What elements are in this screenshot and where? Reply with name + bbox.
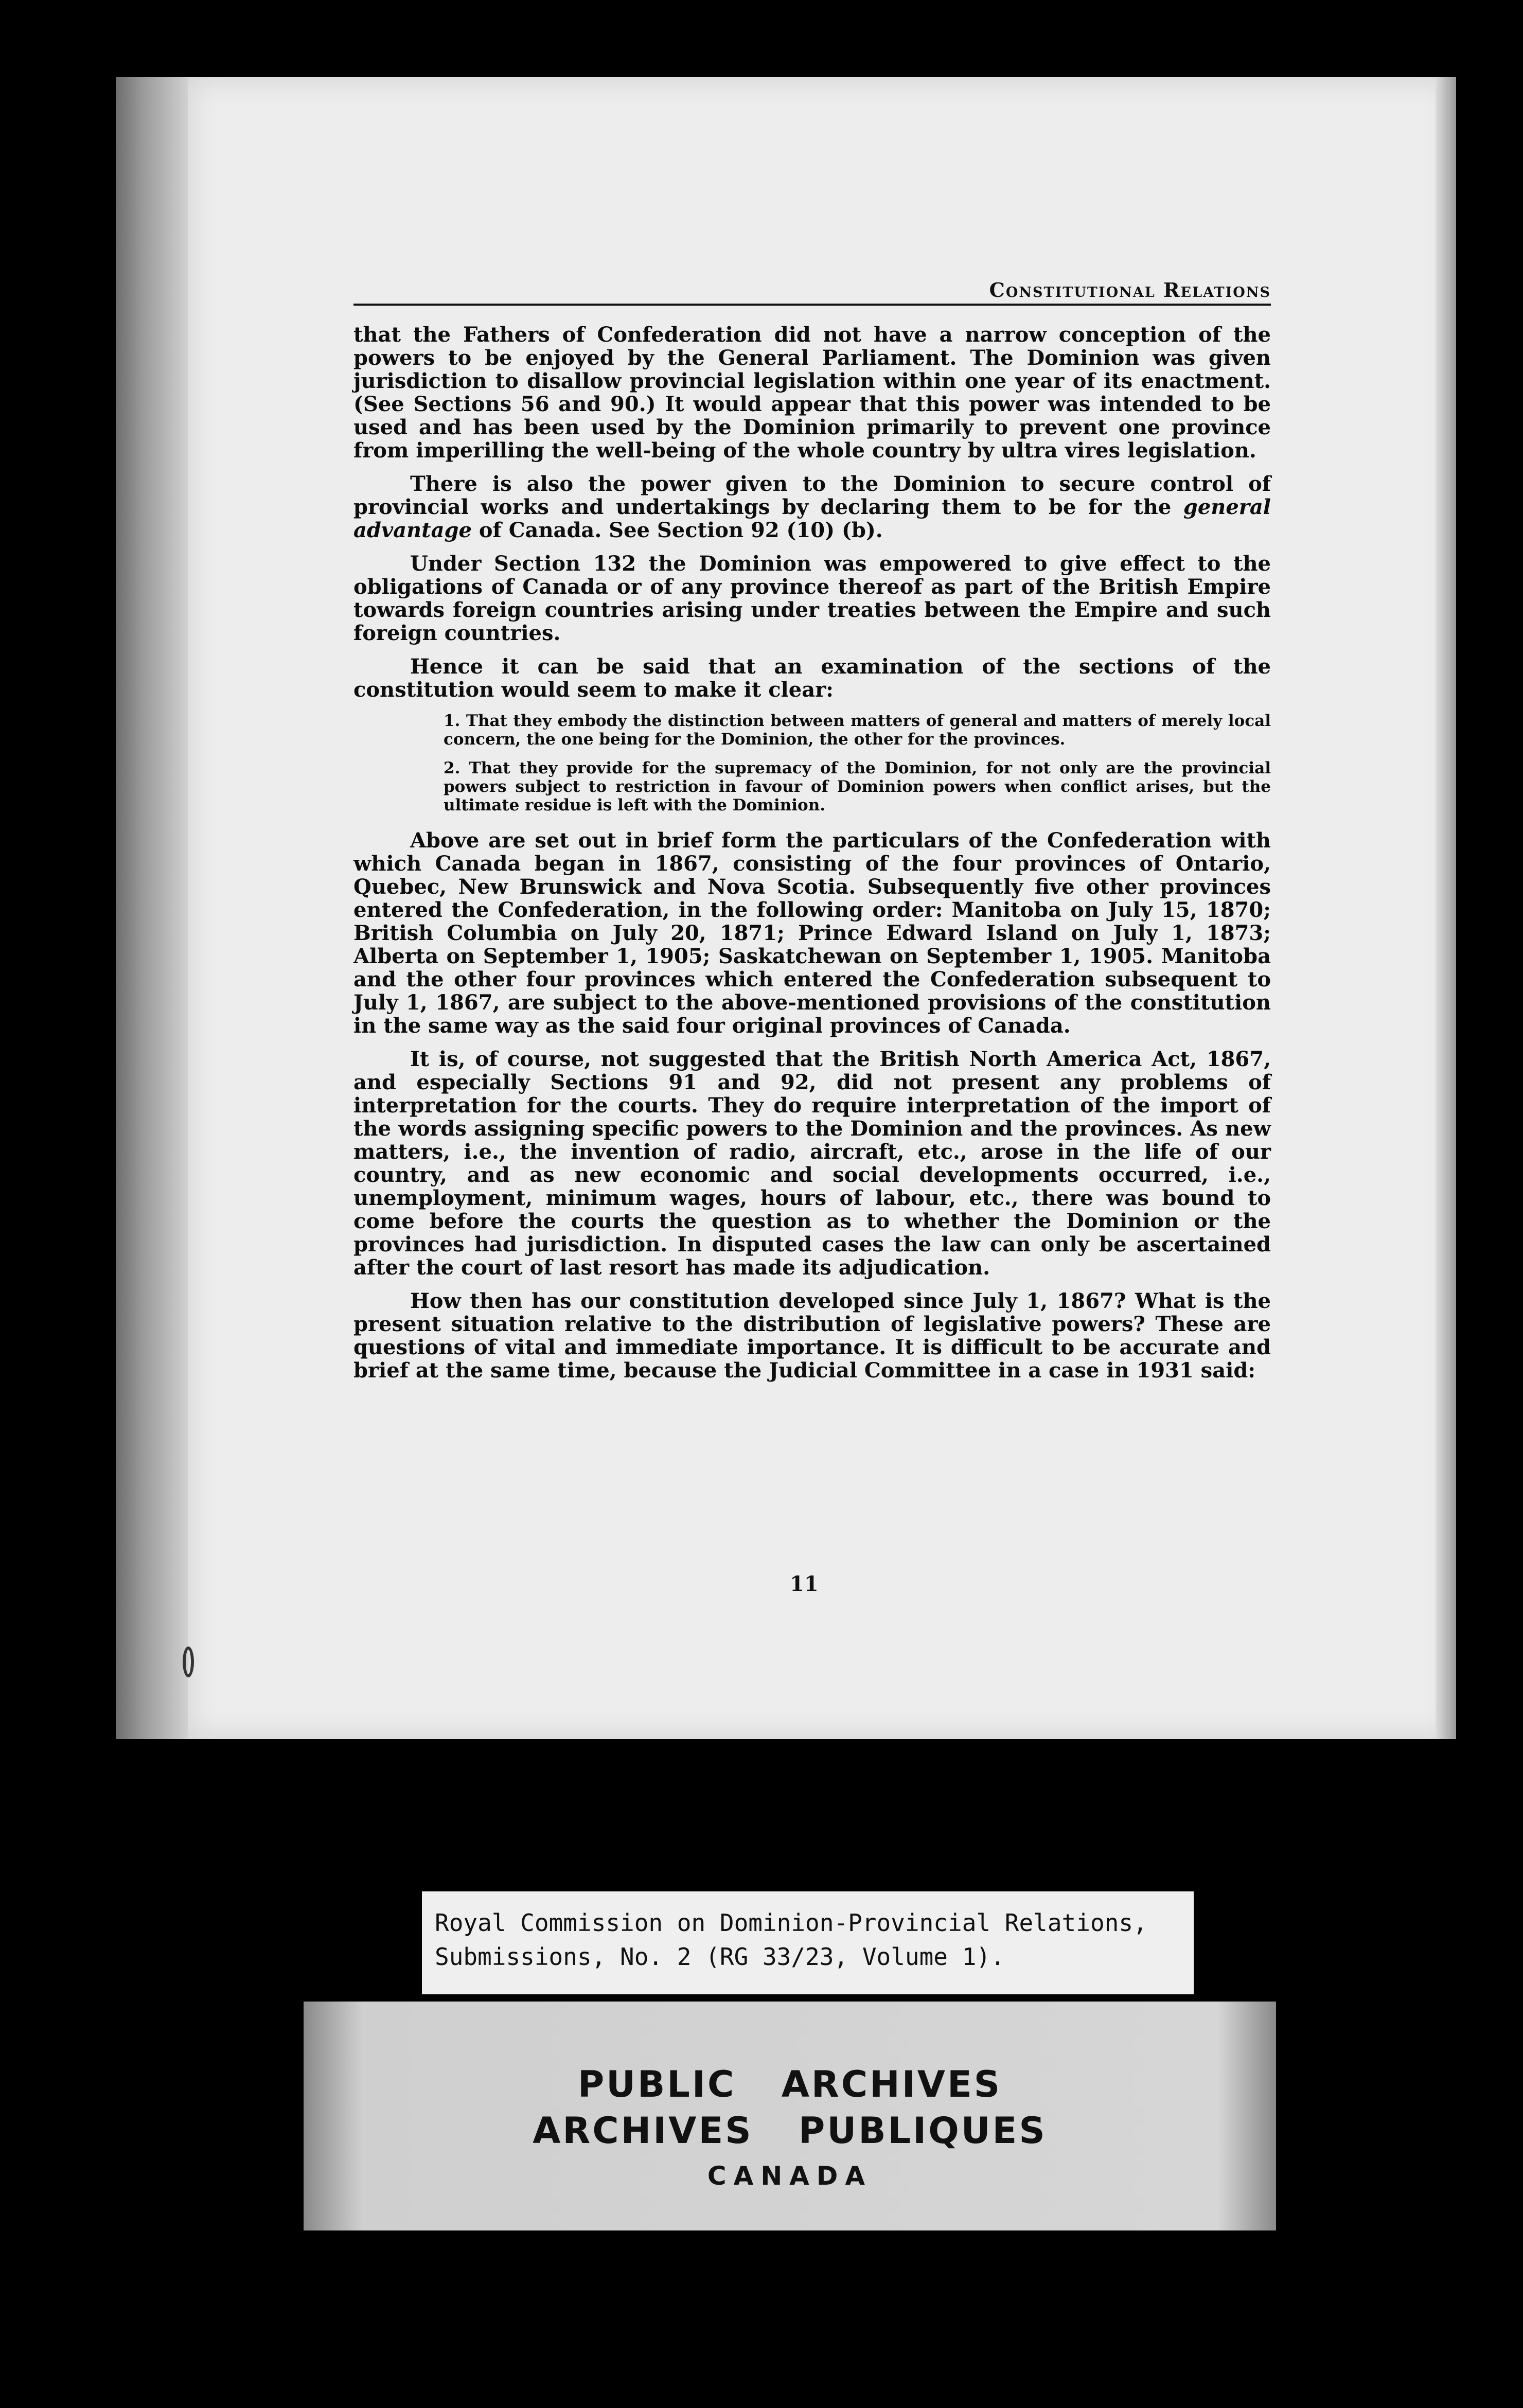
- paragraph-2-text-b: of Canada. See Section 92 (10) (b).: [471, 518, 883, 542]
- paragraph-1: that the Fathers of Confederation did not have a narrow conception of the powers to be enjoyed by the General Parliament. The Dominion was given jurisdiction to disallow provincial legislation within one year of its enactment. (See Sections 56 and 90.) It would appear that this power was intended to be used and has been used by the Dominion primarily to prevent one province from imperilling the well-being of the whole country by ultra vires legislation.: [353, 323, 1271, 463]
- paragraph-5: Above are set out in brief form the particulars of the Confederation with which Canada began in 1867, consisting of the four provinces of Ontario, Quebec, New Brunswick and Nova Scotia. Subsequently five other provinces entered the Confederation, in the following order: Manitoba on July 15, 1870; British Columbia on July 20, 1871; Prince Edward Island on July 1, 1873; Alberta on September 1, 1905; Saskatchewan on September 1, 1905. Manitoba and the other four provinces which entered the Confederation subsequent to July 1, 1867, are subject to the above-mentioned provisions of the constitution in the same way as the said four original provinces of Canada.: [353, 828, 1271, 1038]
- paragraph-3: Under Section 132 the Dominion was empowered to give effect to the obligations of Canada or of any province thereof as part of the British Empire towards foreign countries arising under treaties between the Empire and such foreign countries.: [353, 552, 1271, 645]
- paragraph-7: How then has our constitution developed since July 1, 1867? What is the present situation relative to the distribution of legislative powers? These are questions of vital and immediate importance. It is difficult to be accurate and brief at the same time, because the Judicial Committee in a case in 1931 said:: [353, 1289, 1271, 1383]
- conclusions-list: [353, 712, 1271, 815]
- citation-line-1: Royal Commission on Dominion-Provincial Relations,: [435, 1909, 1147, 1937]
- paragraph-4: Hence it can be said that an examination of the sections of the constitution would seem to make it clear:: [353, 654, 1271, 702]
- paragraph-6: It is, of course, not suggested that the British North America Act, 1867, and especially Sections 91 and 92, did not present any problems of interpretation for the courts. They do require interpretation of the import of the words assigning specific powers to the Dominion and the provinces. As new matters, i.e., the invention of radio, aircraft, etc., arose in the life of our country, and as new economic and social developments occurred, i.e., unemployment, minimum wages, hours of labour, etc., there was bound to come before the courts the question as to whether the Dominion or the provinces had jurisdiction. In disputed cases the law can only be ascertained after the court of last resort has made its adjudication.: [353, 1047, 1271, 1280]
- page-number: 11: [790, 1572, 819, 1596]
- list-item: 1. That they embody the distinction between matters of general and matters of merely local concern, the one being for the Dominion, the other for the provinces.: [444, 712, 1271, 749]
- paragraph-2-italic: general advantage: [353, 495, 1271, 542]
- document-body: [353, 323, 1271, 1392]
- paragraph-2: [353, 472, 1271, 542]
- citation-label: [422, 1891, 1194, 1994]
- paragraph-2-text-a: There is also the power given to the Dominion to secure control of provincial works and undertakings by declaring them to be for the: [353, 472, 1271, 519]
- page-spine: [116, 77, 193, 1739]
- archives-stamp: [304, 2002, 1276, 2230]
- binder-ring: [183, 1646, 194, 1677]
- stamp-line-1: PUBLIC ARCHIVES: [577, 2063, 1002, 2105]
- list-item: 2. That they provide for the supremacy of the Dominion, for not only are the provincial powers subject to restriction in favour of Dominion powers when conflict arises, but the ultimate residue is left with the Dominion.: [444, 759, 1271, 815]
- stamp-line-2: ARCHIVES PUBLIQUES: [533, 2110, 1047, 2152]
- page-edge: [1436, 77, 1456, 1739]
- stamp-line-3: CANADA: [707, 2161, 873, 2191]
- running-head-title: Constitutional Relations: [989, 278, 1271, 302]
- running-header: [353, 278, 1271, 306]
- citation-line-2: Submissions, No. 2 (RG 33/23, Volume 1).: [435, 1943, 1005, 1971]
